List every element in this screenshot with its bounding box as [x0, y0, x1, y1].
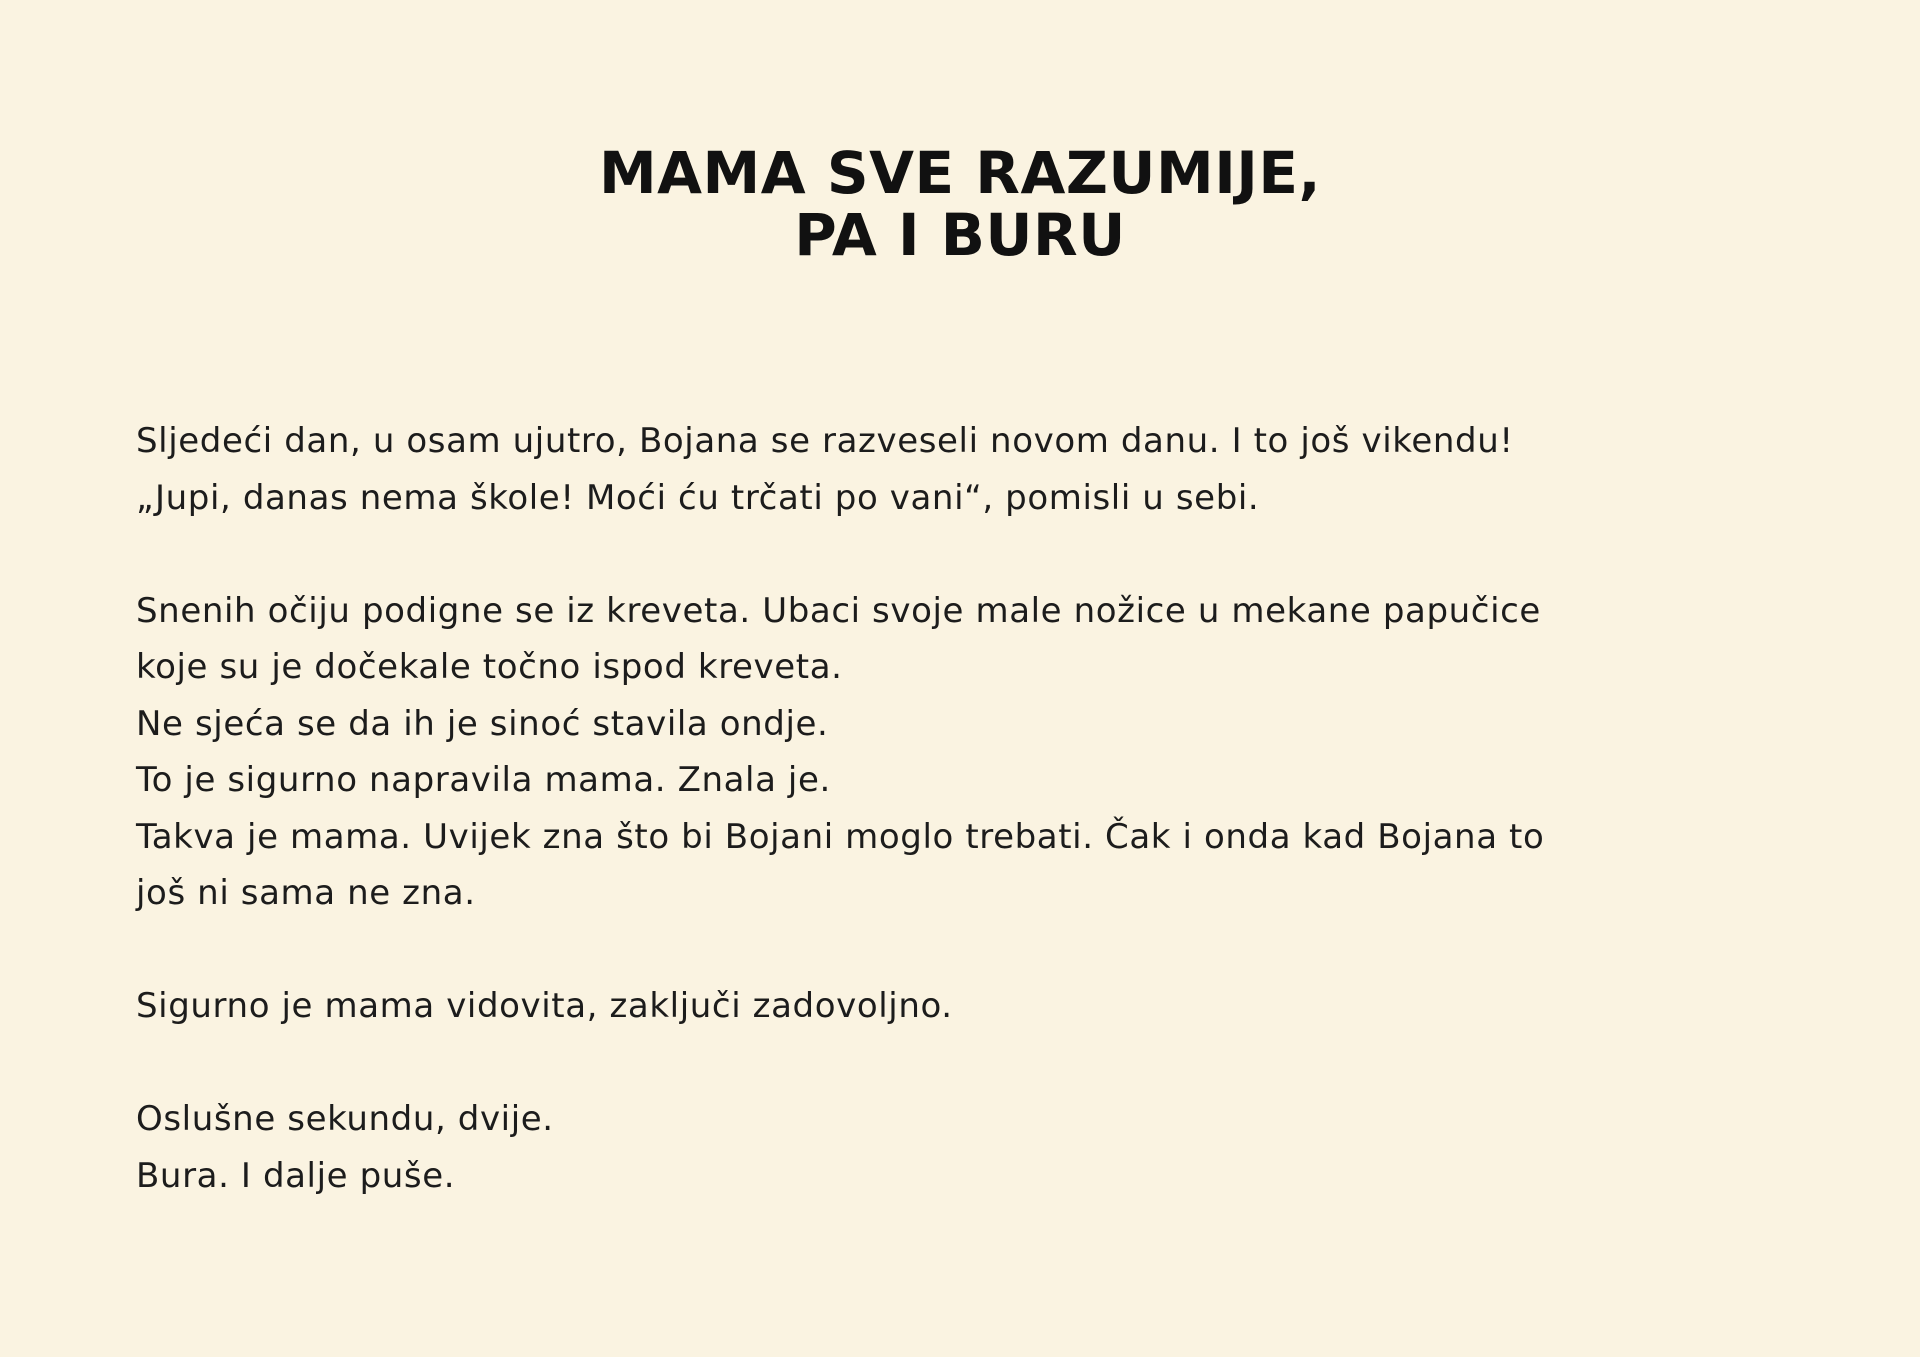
paragraph-1: [136, 413, 1836, 526]
text-line: Bura. I dalje puše.: [136, 1155, 456, 1196]
text-line: koje su je dočekale točno ispod kreveta.: [136, 647, 843, 687]
title-line-2: PA I BURU: [794, 201, 1126, 269]
story-text: [136, 413, 1836, 1204]
paragraph-3: [136, 978, 1836, 1035]
paragraph-4: [136, 1091, 1836, 1204]
paragraph-gap: [136, 1035, 1836, 1092]
text-line: „Jupi, danas nema škole! Moći ću trčati po vani“, pomisli u sebi.: [136, 477, 1260, 518]
text-line: Ne sjeća se da ih je sinoć stavila ondje.: [136, 703, 829, 744]
page-title: [0, 139, 1920, 269]
text-line: Snenih očiju podigne se iz kreveta. Ubaci svoje male nožice u mekane papučice: [136, 590, 1541, 631]
text-line: Sigurno je mama vidovita, zaključi zadovoljno.: [136, 986, 953, 1026]
text-line: Takva je mama. Uvijek zna što bi Bojani moglo trebati. Čak i onda kad Bojana to: [136, 816, 1545, 857]
text-line: još ni sama ne zna.: [136, 873, 476, 913]
title-line-1: MAMA SVE RAZUMIJE,: [598, 139, 1322, 207]
text-line: To je sigurno napravila mama. Znala je.: [136, 760, 831, 800]
paragraph-gap: [136, 922, 1836, 979]
paragraph-2: [136, 583, 1836, 922]
paragraph-gap: [136, 526, 1836, 583]
text-line: Oslušne sekundu, dvije.: [136, 1099, 554, 1139]
text-line: Sljedeći dan, u osam ujutro, Bojana se razveseli novom danu. I to još vikendu!: [136, 421, 1514, 461]
